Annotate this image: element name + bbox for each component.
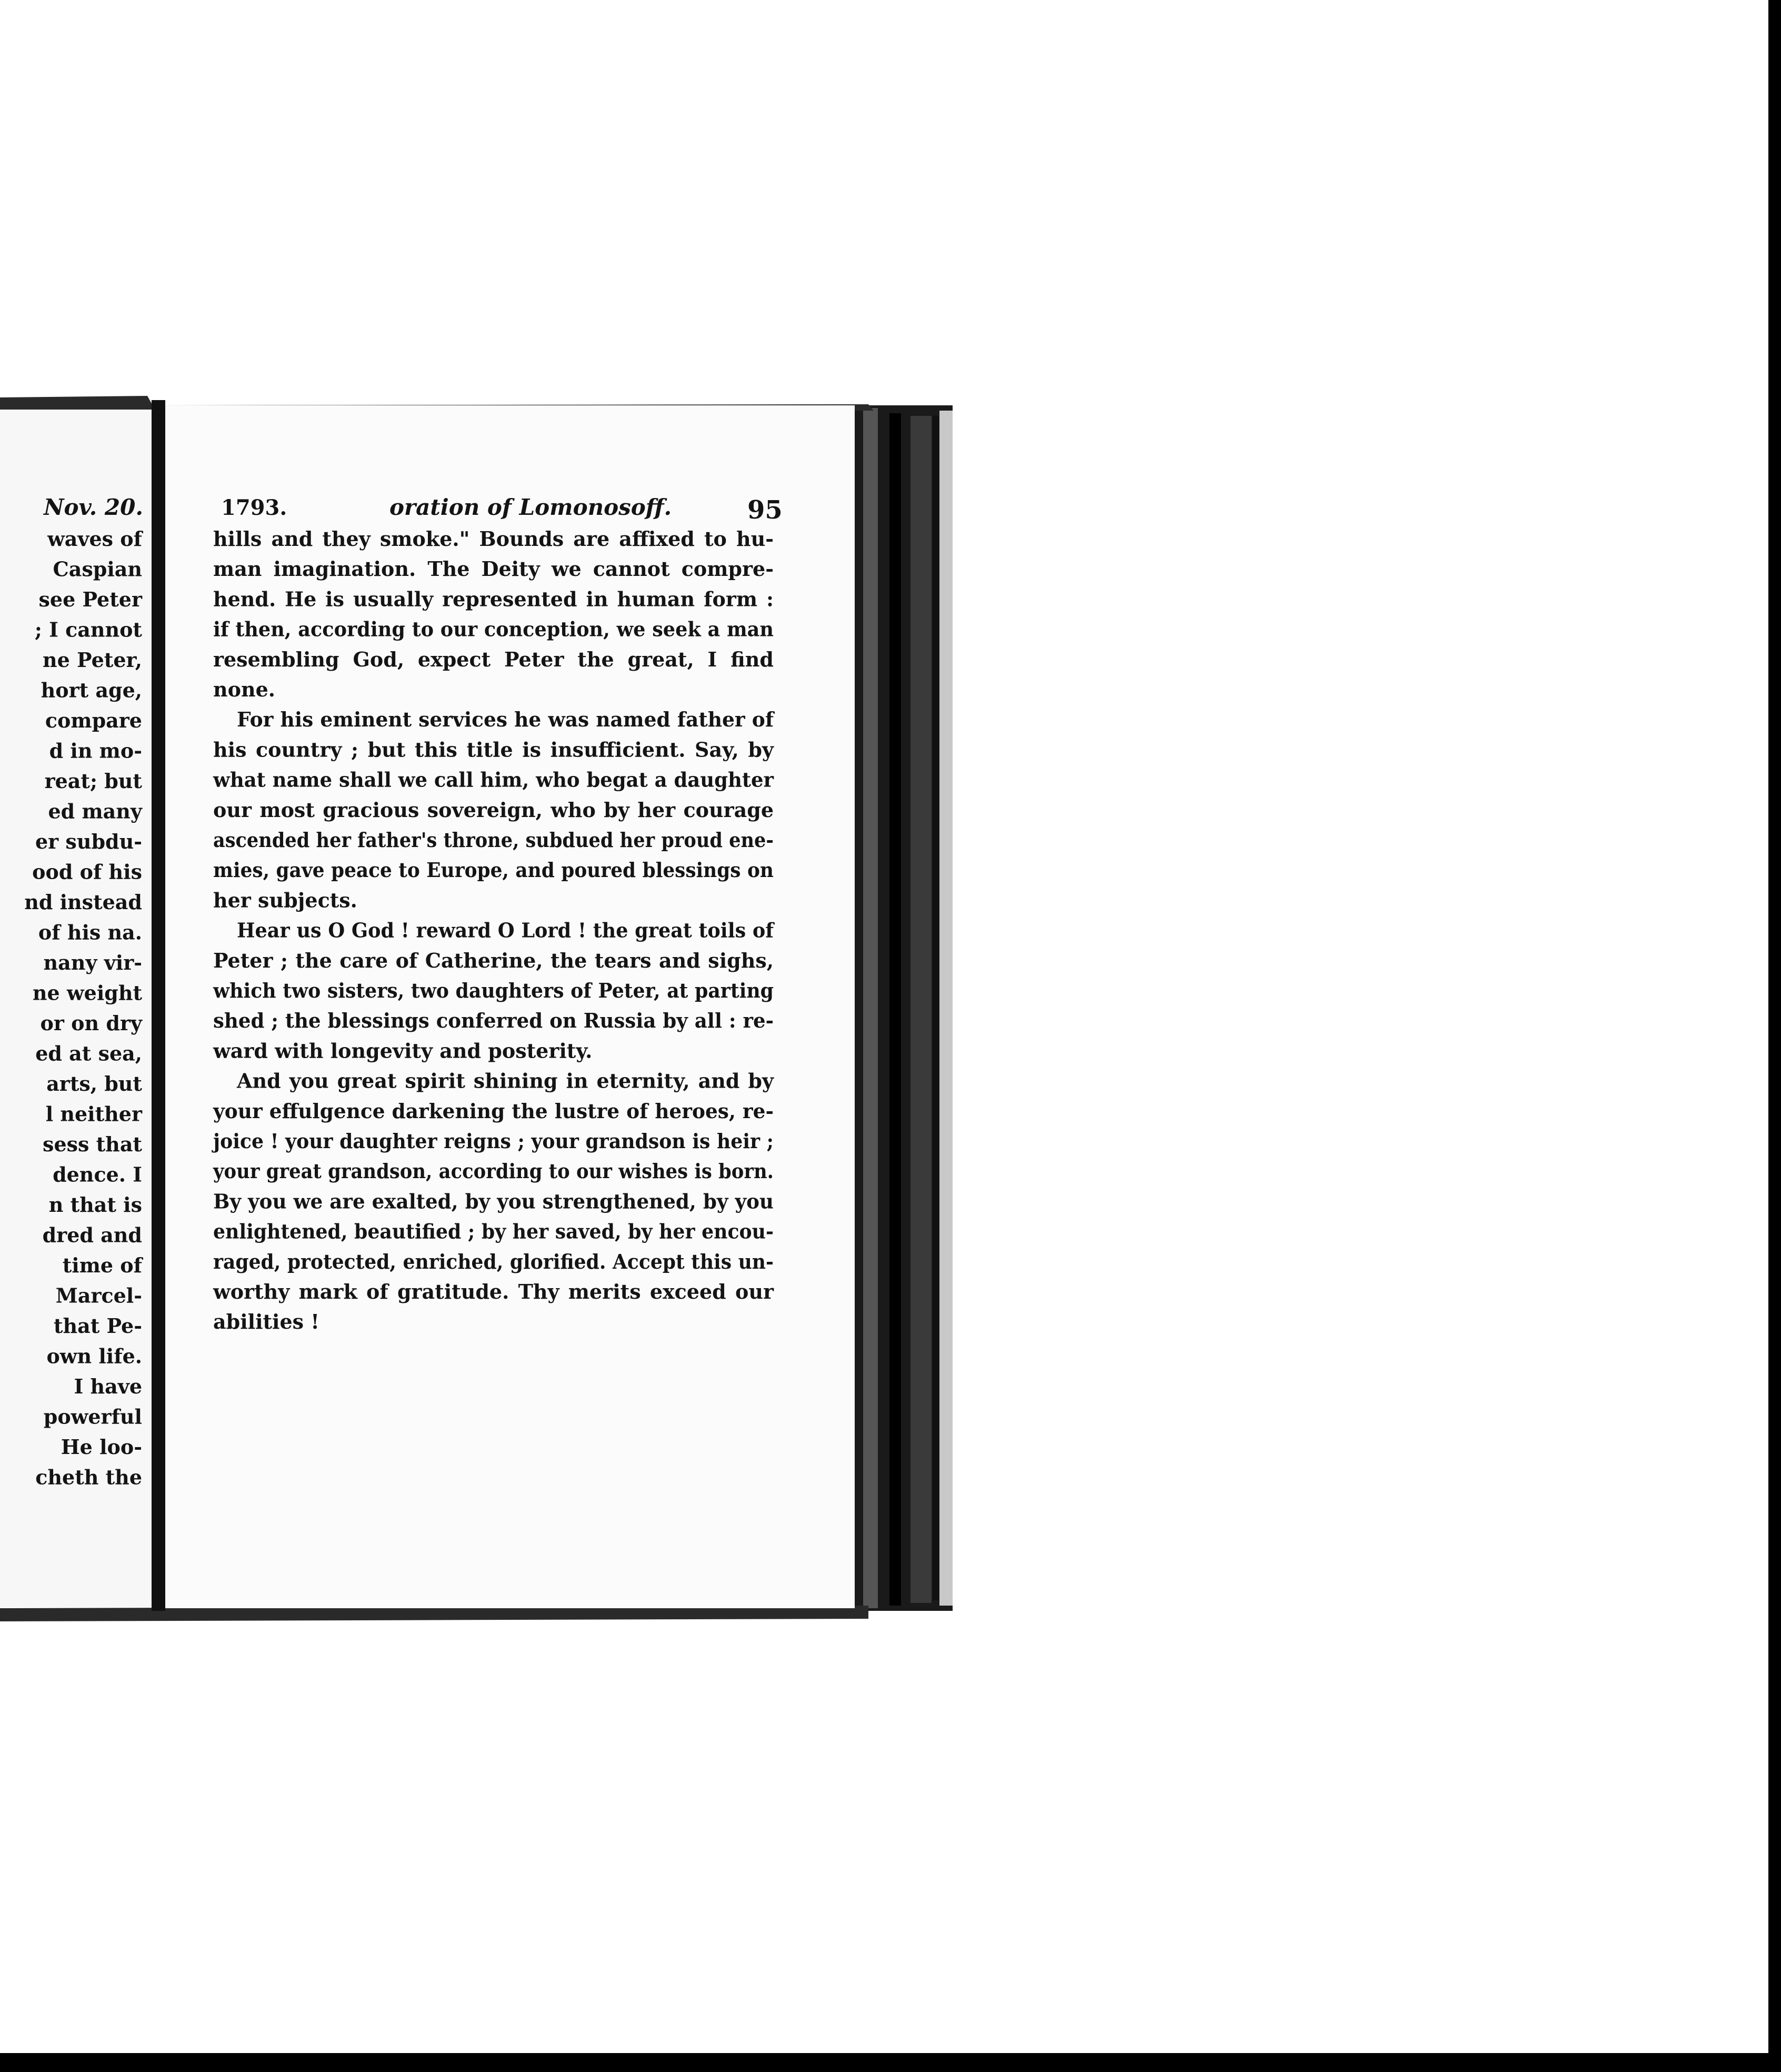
left-running-head: Nov. 20. [44, 494, 143, 520]
left-page-line: nd instead [24, 890, 142, 914]
left-page-lines [24, 527, 143, 1489]
right-page-body [212, 527, 775, 1333]
body-line: enlightened, beautified ; by her saved, by her encou- [213, 1219, 774, 1243]
running-head-title: oration of Lomonosoff. [389, 494, 672, 520]
left-page-line: n that is [48, 1193, 142, 1217]
left-page-line: ood of his [32, 860, 142, 884]
body-line: your effulgence darkening the lustre of heroes, re- [213, 1099, 774, 1123]
body-line: worthy mark of gratitude. Thy merits exceed our [213, 1280, 774, 1303]
left-page-line: of his na. [38, 920, 142, 944]
left-page-line: nany vir- [43, 951, 142, 974]
left-page-line: or on dry [40, 1011, 142, 1035]
left-page-line: l neither [45, 1102, 142, 1126]
body-line: Peter ; the care of Catherine, the tears and sighs, [213, 948, 774, 972]
body-line: if then, according to our conception, we seek a man [213, 617, 774, 641]
body-line: which two sisters, two daughters of Peter, at parting [213, 979, 774, 1002]
left-page-line: powerful [43, 1404, 142, 1429]
body-line: Hear us O God ! reward O Lord ! the great toils of [237, 918, 775, 942]
body-line: his country ; but this title is insufficient. Say, by [213, 738, 774, 762]
body-line: man imagination. The Deity we cannot compre- [213, 557, 774, 581]
body-line: what name shall we call him, who begat a daughter [213, 768, 774, 792]
left-page-line: arts, but [46, 1072, 142, 1095]
body-line: abilities ! [213, 1310, 319, 1334]
left-page-line: Marcel- [55, 1283, 142, 1308]
left-page-line: that Pe- [53, 1314, 142, 1338]
left-page-line: see Peter [38, 587, 142, 611]
body-line: shed ; the blessings conferred on Russia by all : re- [213, 1009, 774, 1033]
page-number: 95 [747, 495, 783, 525]
body-line: hend. He is usually represented in human form : [213, 587, 774, 611]
left-page-line: dence. I [53, 1162, 142, 1187]
body-line: resembling God, expect Peter the great, I find [213, 647, 774, 671]
body-line: raged, protected, enriched, glorified. Accept this un- [213, 1249, 774, 1273]
body-line: ward with longevity and posterity. [213, 1039, 593, 1063]
left-page-line: waves of [47, 527, 142, 551]
left-page-line: cheth the [35, 1465, 142, 1489]
left-page-line: I have [74, 1374, 142, 1398]
body-line: her subjects. [213, 888, 357, 912]
body-line: And you great spirit shining in eternity, and by [237, 1069, 774, 1093]
left-page-line: ne Peter, [43, 648, 142, 672]
left-page-line: ne weight [32, 981, 142, 1005]
left-page-line: time of [62, 1253, 142, 1277]
left-page-line: hort age, [41, 678, 142, 702]
body-line: joice ! your daughter reigns ; your grandson is heir ; [212, 1129, 774, 1153]
left-page-line: Caspian [53, 557, 142, 581]
body-line: none. [213, 678, 276, 701]
body-line: mies, gave peace to Europe, and poured blessings on [213, 858, 774, 882]
left-page-line: He loo- [61, 1435, 142, 1459]
left-page-line: own life. [46, 1344, 142, 1368]
body-line: For his eminent services he was named father of [237, 708, 775, 732]
left-page-line: ed at sea, [35, 1041, 142, 1065]
left-page-line: sess that [43, 1132, 142, 1156]
body-line: your great grandson, according to our wishes is born. [213, 1159, 774, 1183]
left-page-line: reat; but [44, 769, 142, 793]
left-page-line: compare [45, 709, 142, 732]
left-page-line: d in mo- [49, 739, 142, 763]
running-head-year: 1793. [221, 495, 287, 520]
left-page-line: er subdu- [35, 830, 142, 853]
left-page-line: ; I cannot [34, 617, 142, 642]
left-page-line: ed many [48, 799, 142, 823]
body-line: By you we are exalted, by you strengthened, by you [213, 1189, 774, 1213]
body-line: ascended her father's throne, subdued her proud ene- [213, 828, 774, 852]
left-page-line: dred and [42, 1223, 142, 1247]
body-line: hills and they smoke." Bounds are affixed to hu- [213, 527, 774, 551]
body-line: our most gracious sovereign, who by her courage [213, 798, 774, 822]
